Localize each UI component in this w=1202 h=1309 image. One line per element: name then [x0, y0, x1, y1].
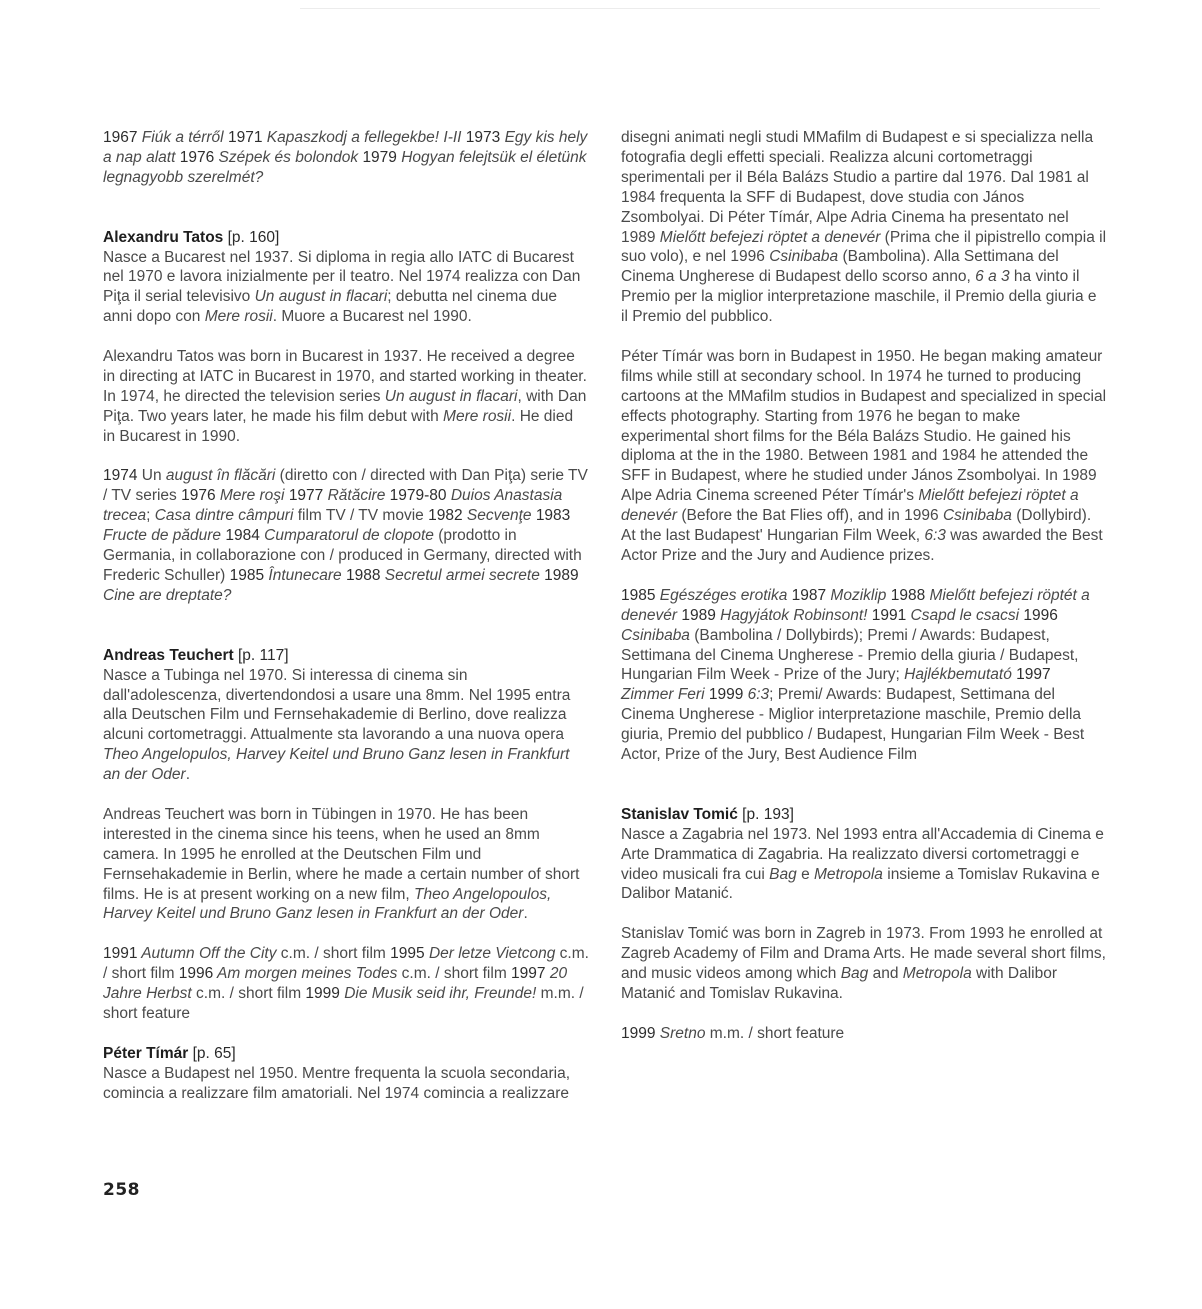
bio-english-timar: Péter Tímár was born in Budapest in 1950. He began making amateur films while still at secondary school. In 1974 he turned to producing cartoons at the MMafilm studios in Budapest and specialized in special effects photography. Starting from 1976 he began to make experimental short films for the Béla Balázs Studio. He gained his diploma at the in the 1980. Between 1981 and 1984 he attended the SFF in Budapest, where he studied under János Zsombolyai. In 1989 Alpe Adria Cinema screened Péter Tímár's Mielőtt befejezi röptet a denevér (Before the Bat Flies off), and in 1996 Csinibaba (Dollybird). At the last Budapest' Hungarian Film Week, 6:3 was awarded the Best Actor Prize and the Jury and Audience prizes.: [621, 347, 1107, 565]
bio-english-tatos: Alexandru Tatos was born in Bucarest in 1937. He received a degree in directing at IATC in Bucarest in 1970, and started working in theater. In 1974, he directed the television series Un august in flacari, with Dan Piţa. Two years later, he made his film debut with Mere rosii. He died in Bucarest in 1990.: [103, 348, 587, 445]
scan-edge-line: [300, 8, 1100, 9]
left-column: [103, 128, 589, 1123]
bio-english-tomic: Stanislav Tomić was born in Zagreb in 1973. From 1993 he enrolled at Zagreb Academy of Film and Drama Arts. He made several short films, and music videos among which Bag and Metropola with Dalibor Matanić and Tomislav Rukavina.: [621, 925, 1106, 1002]
bio-italian-timar-continued: disegni animati negli studi MMafilm di Budapest e si specializza nella fotografia degli effetti speciali. Realizza alcuni cortometraggi sperimentali per il Béla Balázs Studio a partire dal 1976. Dal 1981 al 1984 frequenta la SFF di Budapest, dove studia con János Zsombolyai. Di Péter Tímár, Alpe Adria Cinema ha presentato nel 1989 Mielőtt befejezi röptet a denevér (Prima che il pipistrello compia il suo volo), e nel 1996 Csinibaba (Bambolina). Alla Settimana del Cinema Ungherese di Budapest dello scorso anno, 6 a 3 ha vinto il Premio per la miglior interpretazione maschile, il Premio della giuria e il Premio del pubblico.: [621, 129, 1107, 326]
entry-heading-tomic: Stanislav Tomić [p. 193]: [621, 805, 794, 823]
bio-italian-tomic: Nasce a Zagabria nel 1973. Nel 1993 entra all'Accademia di Cinema e Arte Drammatica di Zagabria. Ha realizzato diversi cortometraggi e video musicali fra cui Bag e Metropola insieme a Tomislav Rukavina e Dalibor Matanić.: [621, 825, 1104, 903]
filmography-teuchert: 1991 Autumn Off the City c.m. / short film 1995 Der letze Vietcong c.m. / short film 1996 Am morgen meines Todes c.m. / short film 1997 20 Jahre Herbst c.m. / short film 1999 Die Musik seid ihr, Freunde! m.m. / short feature: [103, 945, 589, 1022]
entry-heading-tatos: Alexandru Tatos [p. 160]: [103, 228, 280, 246]
right-column: [621, 128, 1107, 1064]
filmography-previous: 1967 Fiúk a térről 1971 Kapaszkodj a fellegekbe! I-II 1973 Egy kis hely a nap alatt 1976 Szépek és bolondok 1979 Hogyan felejtsük el életünk legnagyobb szerelmét?: [103, 129, 588, 186]
entry-heading-timar: Péter Tímár [p. 65]: [103, 1044, 236, 1062]
filmography-timar: 1985 Egészéges erotika 1987 Moziklip 1988 Mielőtt befejezi röptét a denevér 1989 Hagyjátok Robinsont! 1991 Csapd le csacsi 1996 Csinibaba (Bambolina / Dollybirds); Premi / Awards: Budapest, Settimana del Cinema Ungherese - Premio della giuria / Budapest, Hungarian Film Week - Prize of the Jury; Hajlékbemutató 1997 Zimmer Feri 1999 6:3; Premi/ Awards: Budapest, Settimana del Cinema Ungherese - Miglior interpretazione maschile, Premio della giuria, Premio del pubblico / Budapest, Hungarian Film Week - Best Actor, Prize of the Jury, Best Audience Film: [621, 586, 1090, 764]
filmography-tomic: 1999 Sretno m.m. / short feature: [621, 1024, 845, 1042]
bio-italian-tatos: Nasce a Bucarest nel 1937. Si diploma in regia allo IATC di Bucarest nel 1970 e lavora inizialmente per il teatro. Nel 1974 realizza con Dan Piţa il serial televisivo Un august in flacari; debutta nel cinema due anni dopo con Mere rosii. Muore a Bucarest nel 1990.: [103, 248, 581, 326]
filmography-tatos: 1974 Un august în flăcări (diretto con / directed with Dan Piţa) serie TV / TV series 1976 Mere roşi 1977 Rătăcire 1979-80 Duios Anastasia trecea; Casa dintre câmpuri film TV / TV movie 1982 Secvenţe 1983 Fructe de pădure 1984 Cumparatorul de clopote (prodotto in Germania, in collaborazione con / produced in Germany, directed with Frederic Schuller) 1985 Întunecare 1988 Secretul armei secrete 1989 Cine are dreptate?: [103, 467, 588, 604]
bio-italian-teuchert: Nasce a Tubinga nel 1970. Si interessa di cinema sin dall'adolescenza, divertendondosi a usare una 8mm. Nel 1995 entra alla Deutschen Film und Fernsehakademie di Berlino, dove realizza alcuni cortometraggi. Attualmente sta lavorando a una nuova opera Theo Angelopulos, Harvey Keitel und Bruno Ganz lesen in Frankfurt an der Oder.: [103, 666, 571, 784]
bio-italian-timar-start: Nasce a Budapest nel 1950. Mentre frequenta la scuola secondaria, comincia a realizzare film amatoriali. Nel 1974 comincia a realizzare: [103, 1064, 571, 1102]
entry-heading-teuchert: Andreas Teuchert [p. 117]: [103, 646, 289, 664]
page-number: 258: [103, 1180, 140, 1200]
bio-english-teuchert: Andreas Teuchert was born in Tübingen in 1970. He has been interested in the cinema since his teens, when he used an 8mm camera. In 1995 he enrolled at the Deutschen Film und Fernsehakademie in Berlin, where he made a certain number of short films. He is at present working on a new film, Theo Angelopoulos, Harvey Keitel und Bruno Ganz lesen in Frankfurt an der Oder.: [103, 805, 580, 923]
